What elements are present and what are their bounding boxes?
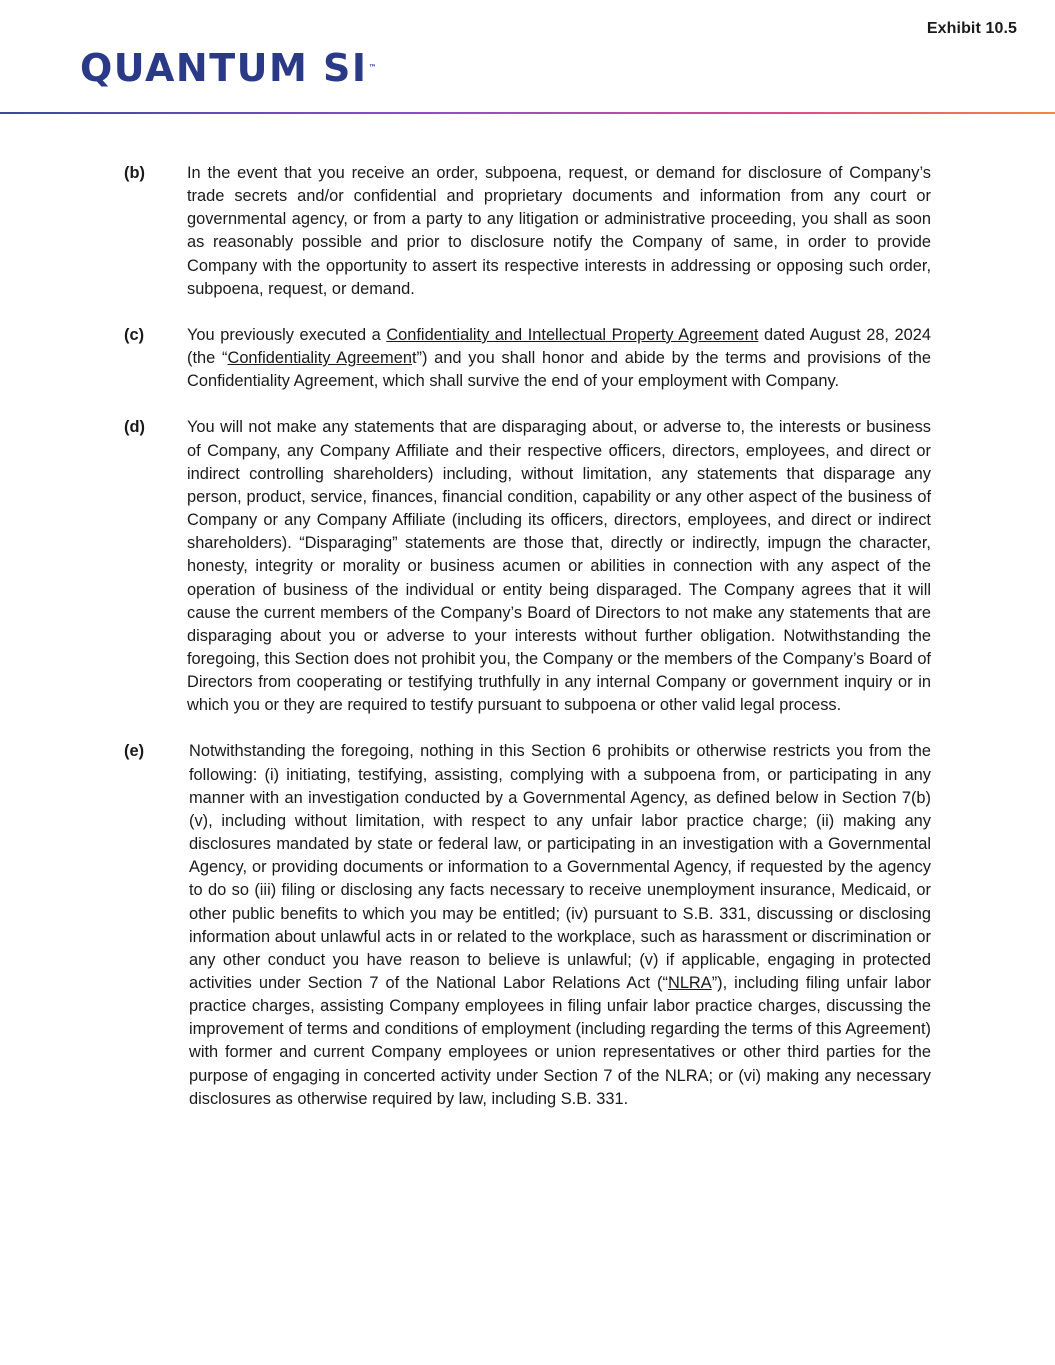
text-segment: dated August 28, 2024 (the “ [187, 325, 932, 368]
company-logo [80, 48, 377, 88]
text-segment: Notwithstanding the foregoing, nothing in this Section 6 prohibits or otherwise restricts you from the following: (i) initiating, testifying, assisting, complying with a subpoena from, or participating in any manner with an investigation conducted by a Governmental Agency, as defined below in Section 7(b)(v), including without limitation, with respect to any unfair labor practice charge; (ii) making any disclosures mandated by state or federal law, or participating in an investigation with a Governmental Agency, or providing documents or information to a Governmental Agency, if requested by the agency to do so (iii) filing or disclosing any facts necessary to receive unemployment insurance, Medicaid, or other public benefits to which you may be entitled; (iv) pursuant to S.B. 331, discussing or disclosing information about unlawful acts in or related to the workplace, such as harassment or discrimination or any other conduct you have reason to believe is unlawful; (v) if applicable, engaging in protected activities under Section 7 of the National Labor Relations Act (“ [189, 742, 931, 992]
item-text: You will not make any statements that are disparaging about, or adverse to, the interests or business of Company, any Company Affiliate and their respective officers, directors, employees, and direct or indirect controlling shareholders) including, without limitation, any statements that disparage any person, product, service, finances, financial condition, capability or any other aspect of the business of Company or any Company Affiliate (including its officers, directors, employees, and direct or indirect shareholders). “Disparaging” statements are those that, directly or indirectly, impugn the character, honesty, integrity or morality or business acumen or abilities in connection with any aspect of the operation of business of the individual or entity being disparaged. The Company agrees that it will cause the current members of the Company’s Board of Directors to not make any statements that are disparaging about you or adverse to your interests without further obligation. Notwithstanding the foregoing, this Section does not prohibit you, the Company or the members of the Company’s Board of Directors from cooperating or testifying truthfully in any internal Company or government inquiry or in which you or they are required to testify pursuant to subpoena or other valid legal process. [187, 418, 931, 715]
paragraph-e [124, 740, 931, 1111]
defined-term-nlra: NLRA [667, 974, 712, 992]
text-segment: ”), including filing unfair labor practice charges, assisting Company employees in filing unfair labor practice charges, discussing the improvement of terms and conditions of employment (including regarding the terms of this Agreement) with former and current Company employees or union representatives or other third parties for the purpose of engaging in concerted activity under Section 7 of the NLRA; or (vi) making any necessary disclosures as otherwise required by law, including S.B. 331. [189, 974, 931, 1108]
text-segment: t”) and you shall honor and abide by the terms and provisions of the Confidentiality Agreement, which shall survive the end of your employment with Company. [187, 349, 931, 391]
text-segment: You previously executed a [187, 325, 387, 344]
logo-trademark: ™ [368, 63, 377, 72]
exhibit-label: Exhibit 10.5 [926, 20, 1017, 37]
item-marker: (c) [124, 325, 145, 344]
paragraph-b [124, 162, 931, 301]
item-marker: (b) [124, 164, 145, 182]
logo-text: QUANTUM SI [80, 46, 368, 90]
item-text [189, 740, 931, 1111]
item-marker: (d) [124, 418, 145, 437]
document-body [124, 162, 931, 1134]
item-marker: (e) [124, 742, 145, 761]
item-text [187, 324, 931, 393]
header-gradient-rule [0, 112, 1055, 114]
defined-term-confidentiality-agreement: Confidentiality Agreemen [227, 349, 412, 368]
item-text: In the event that you receive an order, subpoena, request, or demand for disclosure of Company’s trade secrets and/or confidential and proprietary documents and information from any court or governmental agency, or from a party to any litigation or administrative proceeding, you shall as soon as reasonably possible and prior to disclosure notify the Company of same, in order to provide Company with the opportunity to assert its respective interests in addressing or opposing such order, subpoena, request, or demand. [187, 164, 931, 298]
defined-term-confidentiality-ip-agreement: Confidentiality and Intellectual Property Agreement [386, 325, 759, 344]
paragraph-c [124, 324, 931, 393]
paragraph-d [124, 416, 931, 717]
